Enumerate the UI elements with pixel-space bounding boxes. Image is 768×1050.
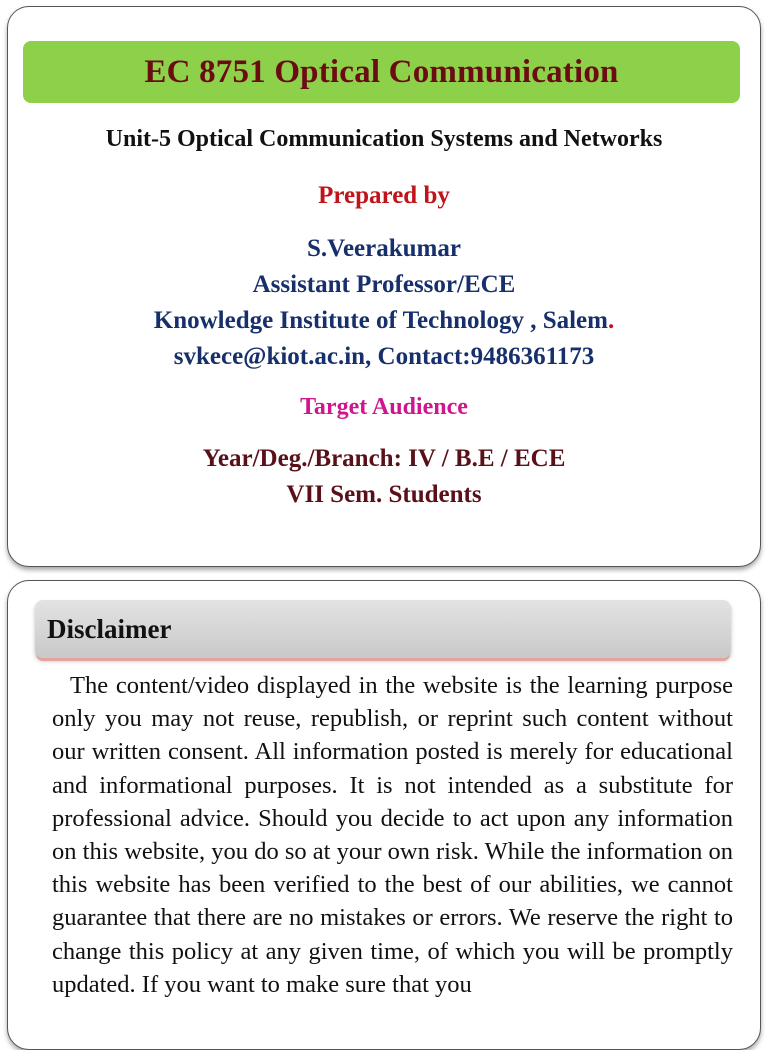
prepared-by-label: Prepared by (318, 182, 450, 209)
author-designation: Assistant Professor/ECE (252, 271, 516, 298)
course-title: EC 8751 Optical Communication (144, 53, 619, 90)
target-audience-label: Target Audience (300, 394, 468, 420)
unit-title: Unit-5 Optical Communication Systems and Networks (105, 126, 663, 152)
institution-period: . (607, 307, 615, 334)
title-slide (7, 6, 761, 567)
disclaimer-heading-bar (35, 600, 731, 658)
disclaimer-body: The content/video displayed in the website is the learning purpose only you may not reuse, republish, or reprint such content without our written consent. All information posted is merely for educational and informational purposes. It is not intended as a substitute for professional advice. Should you decide to act upon any information on this website, you do so at your own risk. While the information on this website has been verified to the best of our abilities, we cannot guarantee that there are no mistakes or errors. We reserve the right to change this policy at any given time, of which you will be promptly updated. If you want to make sure that you (52, 672, 733, 998)
semester-info: VII Sem. Students (286, 481, 482, 508)
year-branch-info: Year/Deg./Branch: IV / B.E / ECE (202, 445, 566, 472)
contact-info: svkece@kiot.ac.in, Contact:9486361173 (173, 343, 595, 370)
disclaimer-heading: Disclaimer (47, 613, 172, 644)
institution-name: Knowledge Institute of Technology , Salem (153, 307, 608, 334)
institution-line (8, 307, 760, 335)
author-name: S.Veerakumar (307, 235, 461, 262)
disclaimer-slide (7, 580, 761, 1050)
course-title-bar (23, 41, 740, 103)
